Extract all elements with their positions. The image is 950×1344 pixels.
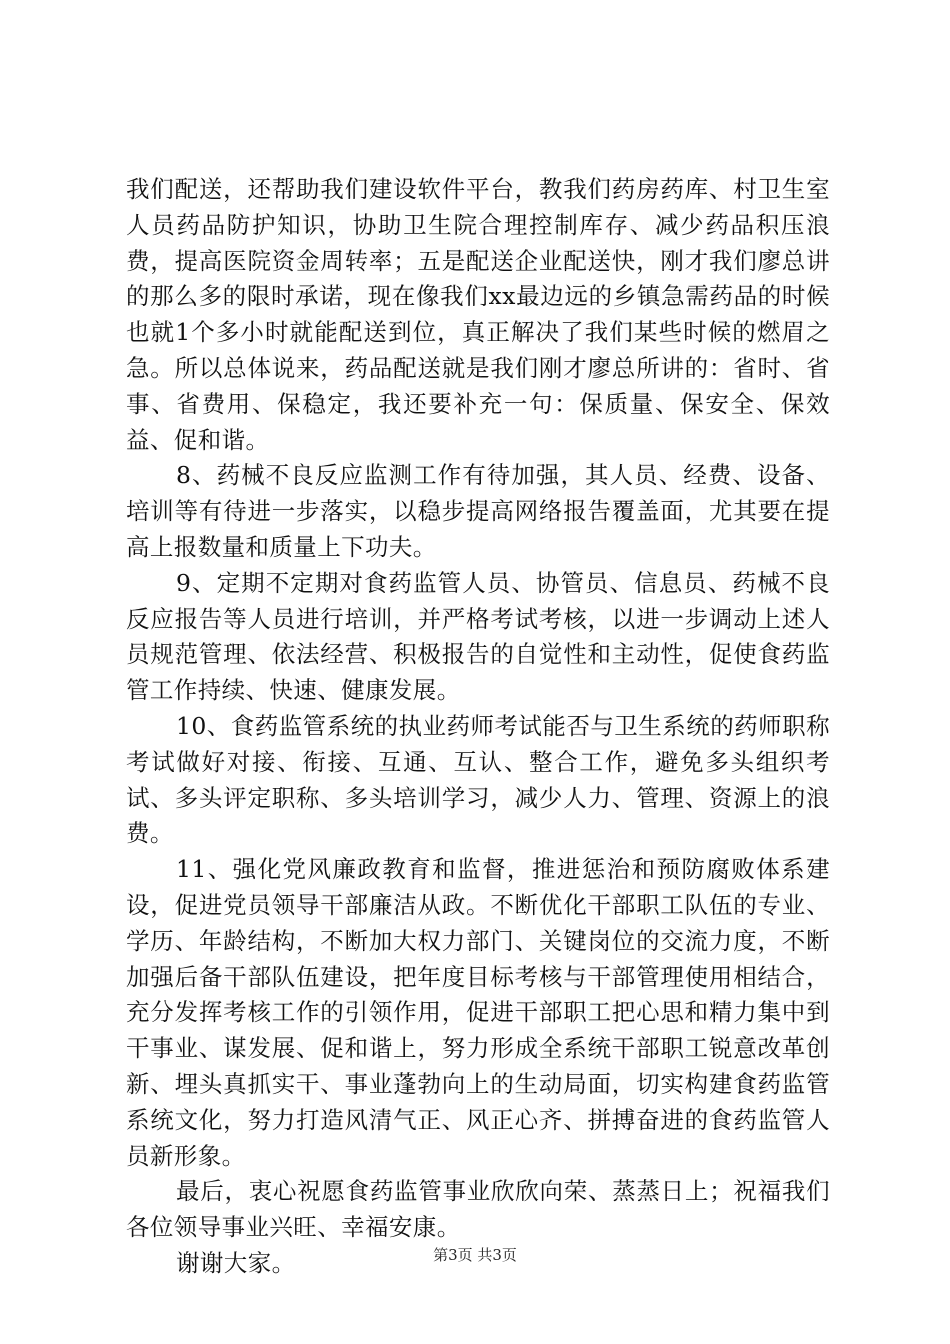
page-number-footer: 第3页 共3页 xyxy=(433,1246,517,1264)
document-body xyxy=(126,172,830,1282)
paragraph-thanks: 谢谢大家。 xyxy=(176,1248,296,1277)
paragraph-item-10: 10、食药监管系统的执业药师考试能否与卫生系统的药师职称考试做好对接、衔接、互通、互认、整合工作，避免多头组织考试、多头评定职称、多头培训学习，减少人力、管理、资源上的浪费。 xyxy=(126,711,830,848)
paragraph-item-11: 11、强化党风廉政教育和监督，推进惩治和预防腐败体系建设，促进党员领导干部廉洁从政。不断优化干部职工队伍的专业、学历、年龄结构，不断加大权力部门、关键岗位的交流力度，不断加强后备干部队伍建设，把年度目标考核与干部管理使用相结合，充分发挥考核工作的引领作用，促进干部职工把心思和精力集中到干事业、谋发展、促和谐上，努力形成全系统干部职工锐意改革创新、埋头真抓实干、事业蓬勃向上的生动局面，切实构建食药监管系统文化，努力打造风清气正、风正心齐、拼搏奋进的食药监管人员新形象。 xyxy=(126,855,830,1170)
paragraph-closing: 最后，衷心祝愿食药监管事业欣欣向荣、蒸蒸日上；祝福我们各位领导事业兴旺、幸福安康。 xyxy=(126,1177,830,1242)
paragraph-continuation: 我们配送，还帮助我们建设软件平台，教我们药房药库、村卫生室人员药品防护知识，协助卫生院合理控制库存、减少药品积压浪费，提高医院资金周转率；五是配送企业配送快，刚才我们廖总讲的那么多的限时承诺，现在像我们xx最边远的乡镇急需药品的时候也就1个多小时就能配送到位，真正解决了我们某些时候的燃眉之急。所以总体说来，药品配送就是我们刚才廖总所讲的：省时、省事、省费用、保稳定，我还要补充一句：保质量、保安全、保效益、促和谐。 xyxy=(126,175,830,454)
paragraph-item-8: 8、药械不良反应监测工作有待加强，其人员、经费、设备、培训等有待进一步落实，以稳步提高网络报告覆盖面，尤其要在提高上报数量和质量上下功夫。 xyxy=(126,461,830,561)
paragraph-item-9: 9、定期不定期对食药监管人员、协管员、信息员、药械不良反应报告等人员进行培训，并严格考试考核，以进一步调动上述人员规范管理、依法经营、积极报告的自觉性和主动性，促使食药监管工作持续、快速、健康发展。 xyxy=(126,568,830,705)
